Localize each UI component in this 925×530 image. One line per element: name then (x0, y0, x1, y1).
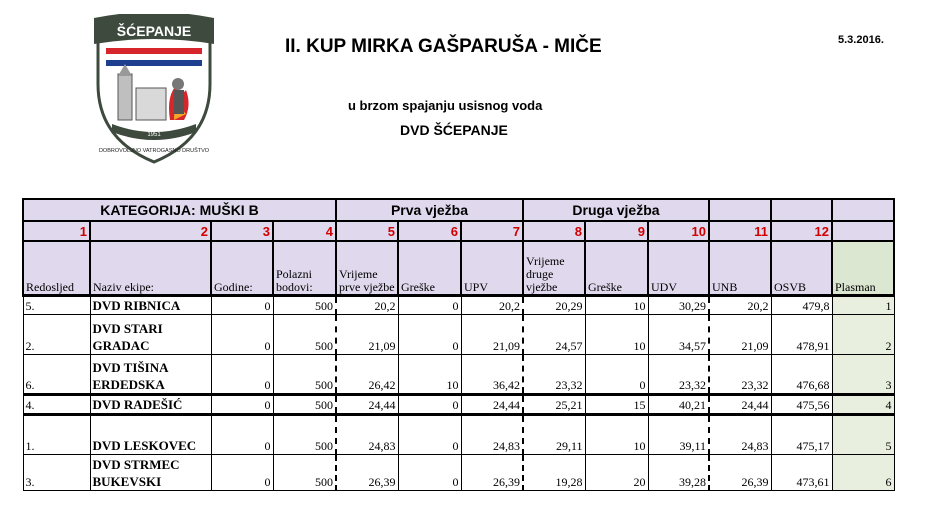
cell-errors-first: 0 (398, 395, 461, 415)
page-title: II. KUP MIRKA GAŠPARUŠA - MIČE (285, 36, 602, 57)
cell-osvb: 479,8 (771, 296, 832, 315)
column-number: 8 (523, 221, 585, 241)
column-number: 2 (90, 221, 211, 241)
cell-placement: 2 (832, 315, 894, 355)
subtitle-host: DVD ŠĆEPANJE (400, 122, 508, 138)
header-placement: Plasman (832, 241, 894, 296)
cell-years: 0 (211, 355, 273, 395)
table-row (23, 315, 894, 355)
column-number: 6 (398, 221, 461, 241)
cell-placement: 6 (832, 455, 894, 491)
header-unb: UNB (709, 241, 771, 296)
table-row (23, 395, 894, 415)
cell-time-second: 20,29 (523, 296, 585, 315)
cell-osvb: 478,91 (771, 315, 832, 355)
header-time-second: Vrijeme druge vježbe (523, 241, 585, 296)
cell-udv: 23,32 (648, 355, 709, 395)
cell-points: 500 (273, 415, 336, 455)
cell-time-first: 26,42 (336, 355, 398, 395)
header-row (23, 241, 894, 296)
header-order: Redosljed (23, 241, 90, 296)
column-number: 11 (709, 221, 771, 241)
cell-time-second: 25,21 (523, 395, 585, 415)
logo-top-text: ŠĆEPANJE (116, 23, 192, 39)
header-errors-first: Greške (398, 241, 461, 296)
cell-time-first: 24,44 (336, 395, 398, 415)
cell-errors-first: 0 (398, 296, 461, 315)
cell-unb: 26,39 (709, 455, 771, 491)
cell-errors-second: 20 (585, 455, 648, 491)
cell-years: 0 (211, 455, 273, 491)
table-row (23, 355, 894, 395)
logo-bottom-text: DOBROVOLJNO VATROGASNO DRUŠTVO (98, 148, 210, 154)
cell-udv: 34,57 (648, 315, 709, 355)
cell-upv: 24,83 (461, 415, 523, 455)
cell-team: DVD LESKOVEC (90, 415, 211, 455)
cell-years: 0 (211, 296, 273, 315)
subtitle-discipline: u brzom spajanju usisnog voda (348, 98, 543, 113)
column-number: 1 (23, 221, 90, 241)
column-number: 3 (211, 221, 273, 241)
cell-osvb: 473,61 (771, 455, 832, 491)
cell-errors-first: 0 (398, 415, 461, 455)
cell-order: 2. (23, 315, 90, 355)
cell-order: 3. (23, 455, 90, 491)
cell-points: 500 (273, 355, 336, 395)
cell-errors-first: 0 (398, 455, 461, 491)
cell-upv: 21,09 (461, 315, 523, 355)
header-errors-second: Greške (585, 241, 648, 296)
cell-errors-second: 10 (585, 296, 648, 315)
cell-placement: 5 (832, 415, 894, 455)
cell-unb: 24,83 (709, 415, 771, 455)
cell-time-second: 29,11 (523, 415, 585, 455)
cell-points: 500 (273, 395, 336, 415)
cell-errors-first: 10 (398, 355, 461, 395)
cell-order: 4. (23, 395, 90, 415)
cell-osvb: 475,17 (771, 415, 832, 455)
logo-year: 1951 (147, 132, 161, 138)
header-start-points: Polazni bodovi: (273, 241, 336, 296)
cell-errors-first: 0 (398, 315, 461, 355)
cell-order: 5. (23, 296, 90, 315)
cell-time-second: 19,28 (523, 455, 585, 491)
header-team: Naziv ekipe: (90, 241, 211, 296)
cell-years: 0 (211, 395, 273, 415)
event-date: 5.3.2016. (838, 34, 884, 46)
header-upv: UPV (461, 241, 523, 296)
table-row (23, 415, 894, 455)
cell-time-first: 20,2 (336, 296, 398, 315)
header-years: Godine: (211, 241, 273, 296)
category-row (23, 199, 894, 221)
cell-errors-second: 10 (585, 315, 648, 355)
cell-placement: 4 (832, 395, 894, 415)
column-number: 7 (461, 221, 523, 241)
header-osvb: OSVB (771, 241, 832, 296)
cell-udv: 30,29 (648, 296, 709, 315)
cell-errors-second: 10 (585, 415, 648, 455)
cell-time-second: 23,32 (523, 355, 585, 395)
cell-udv: 39,11 (648, 415, 709, 455)
table-row (23, 455, 894, 491)
results-table (22, 198, 895, 491)
cell-unb: 23,32 (709, 355, 771, 395)
column-number: 9 (585, 221, 648, 241)
cell-points: 500 (273, 455, 336, 491)
column-number (832, 221, 894, 241)
table-row (23, 296, 894, 315)
cell-udv: 40,21 (648, 395, 709, 415)
column-number-row (23, 221, 894, 241)
cell-osvb: 476,68 (771, 355, 832, 395)
cell-team: DVD STARI GRADAC (90, 315, 211, 355)
column-number: 4 (273, 221, 336, 241)
cell-errors-second: 15 (585, 395, 648, 415)
cell-upv: 26,39 (461, 455, 523, 491)
group-first-exercise: Prva vježba (336, 199, 523, 221)
cell-osvb: 475,56 (771, 395, 832, 415)
cell-points: 500 (273, 296, 336, 315)
cell-team: DVD STRMEC BUKEVSKI (90, 455, 211, 491)
cell-upv: 24,44 (461, 395, 523, 415)
cell-time-first: 26,39 (336, 455, 398, 491)
header-udv: UDV (648, 241, 709, 296)
cell-unb: 24,44 (709, 395, 771, 415)
cell-time-first: 21,09 (336, 315, 398, 355)
cell-order: 6. (23, 355, 90, 395)
column-number: 10 (648, 221, 709, 241)
cell-years: 0 (211, 415, 273, 455)
cell-order: 1. (23, 415, 90, 455)
cell-udv: 39,28 (648, 455, 709, 491)
cell-years: 0 (211, 315, 273, 355)
cell-upv: 20,2 (461, 296, 523, 315)
cell-team: DVD TIŠINA ERDEDSKA (90, 355, 211, 395)
group-second-exercise: Druga vježba (523, 199, 709, 221)
cell-errors-second: 0 (585, 355, 648, 395)
cell-unb: 20,2 (709, 296, 771, 315)
header-time-first: Vrijeme prve vježbe (336, 241, 398, 296)
club-logo (88, 14, 220, 164)
cell-upv: 36,42 (461, 355, 523, 395)
cell-placement: 1 (832, 296, 894, 315)
cell-placement: 3 (832, 355, 894, 395)
category-label: KATEGORIJA: MUŠKI B (23, 199, 336, 221)
cell-team: DVD RIBNICA (90, 296, 211, 315)
cell-time-second: 24,57 (523, 315, 585, 355)
cell-points: 500 (273, 315, 336, 355)
cell-time-first: 24,83 (336, 415, 398, 455)
cell-unb: 21,09 (709, 315, 771, 355)
column-number: 12 (771, 221, 832, 241)
cell-team: DVD RADEŠIĆ (90, 395, 211, 415)
column-number: 5 (336, 221, 398, 241)
